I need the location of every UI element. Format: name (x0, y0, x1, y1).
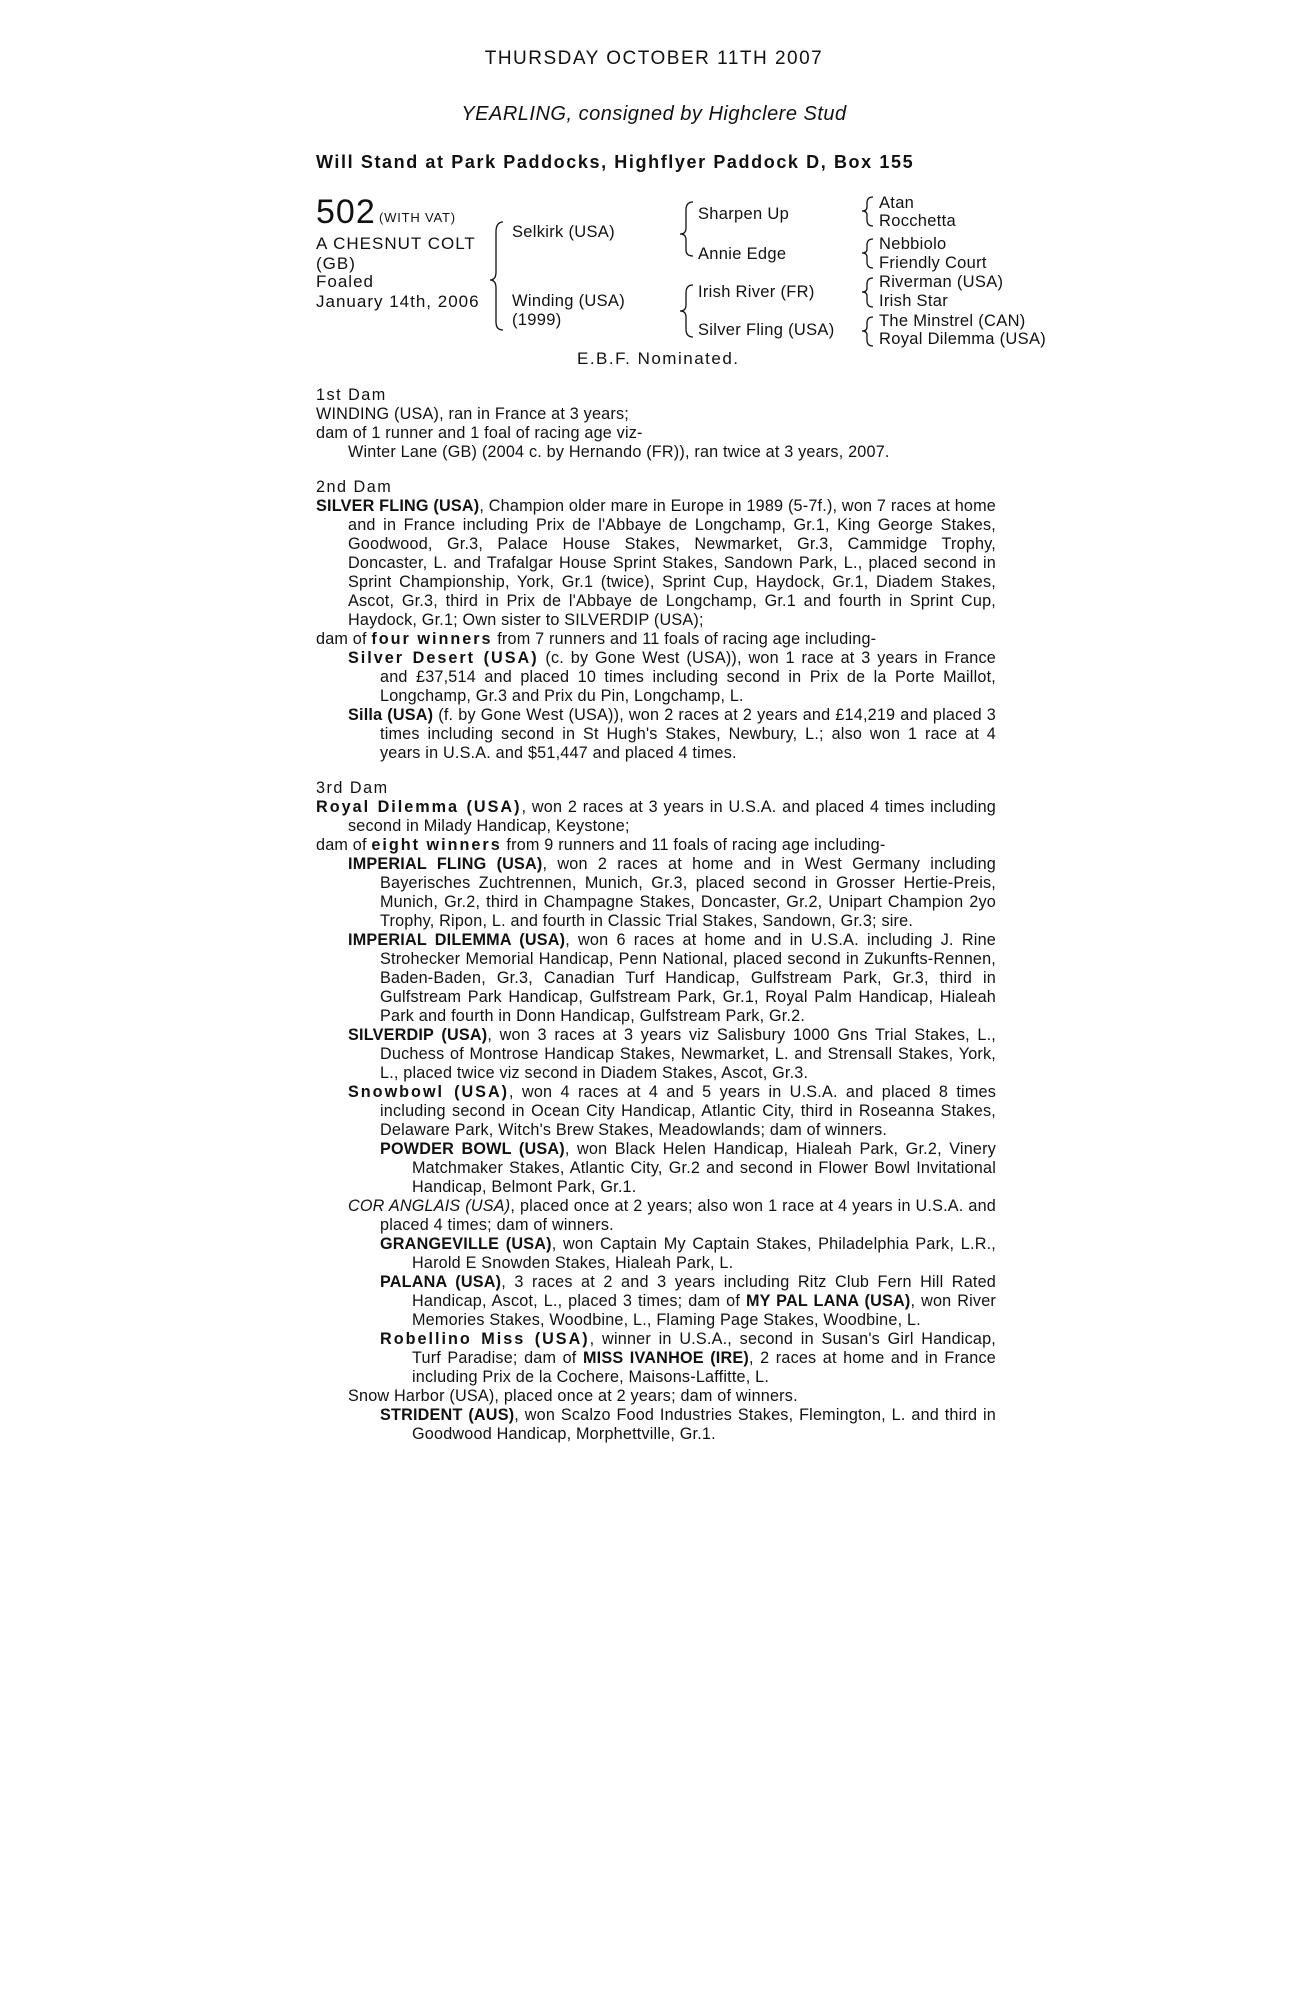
pedigree-g3-1: Atan (879, 194, 915, 212)
pedigree-g3-6: Irish Star (879, 292, 949, 310)
horse-name: COR ANGLAIS (USA) (348, 1197, 511, 1215)
sale-date: THURSDAY OCTOBER 11TH 2007 (484, 48, 824, 69)
horse-name: IMPERIAL FLING (USA) (348, 855, 543, 873)
produce-entry: Silver Desert (USA) (c. by Gone West (USA)), won 1 race at 3 years in France and £37,514 and placed 10 times including second in Prix de la Porte Maillot, Longchamp, Gr.3 and Prix du Pin, Longchamp, L. (348, 649, 996, 705)
horse-name: SILVER FLING (USA) (316, 497, 480, 515)
horse-name: Royal Dilemma (USA) (316, 798, 522, 816)
horse-name: Snowbowl (USA) (348, 1083, 510, 1101)
pedigree-g3-7: The Minstrel (CAN) (879, 312, 1026, 330)
produce-entry: Snow Harbor (USA), placed once at 2 years; dam of winners. (348, 1387, 798, 1405)
third-dam-heading: 3rd Dam (316, 779, 389, 797)
consignment-line: YEARLING, consigned by Highclere Stud (461, 103, 847, 125)
pedigree-g3-5: Riverman (USA) (879, 273, 1004, 291)
first-dam-line: WINDING (USA), ran in France at 3 years; (316, 405, 629, 423)
horse-description: A CHESNUT COLT (316, 234, 476, 253)
produce-entry: Robellino Miss (USA), winner in U.S.A., second in Susan's Girl Handicap, Turf Paradise; dam of MISS IVANHOE (IRE), 2 races at home and in France including Prix de la Cochere, Maisons-Laffitte, L. (380, 1330, 996, 1386)
produce-entry: PALANA (USA), 3 races at 2 and 3 years including Ritz Club Fern Hill Rated Handicap, Ascot, L., placed 3 times; dam of MY PAL LANA (USA), won River Memories Stakes, Woodbine, L., Flaming Page Stakes, Woodbine, L. (380, 1273, 997, 1329)
horse-name: STRIDENT (AUS) (380, 1406, 515, 1424)
foaled-label: Foaled (316, 272, 374, 291)
horse-name: GRANGEVILLE (USA) (380, 1235, 552, 1253)
horse-name: Robellino Miss (USA) (380, 1330, 590, 1348)
pedigree-dam-year: (1999) (512, 311, 562, 329)
produce-entry: IMPERIAL FLING (USA), won 2 races at home and in West Germany including Bayerisches Zuchtrennen, Munich, Gr.3, placed second in Grosser Hertie-Preis, Munich, Gr.2, third in Champagne Stakes, Doncaster, Gr.2, Unipart Champion 2yo Trophy, Ripon, L. and fourth in Classic Trial Stakes, Sandown, Gr.3; sire. (348, 855, 996, 930)
second-dam-produce-line: dam of four winners from 7 runners and 11 foals of racing age including- (316, 630, 877, 648)
pedigree-g3-3: Nebbiolo (879, 235, 947, 253)
pedigree-g3-2: Rocchetta (879, 212, 956, 230)
horse-country: (GB) (316, 254, 356, 273)
produce-entry: Silla (USA) (f. by Gone West (USA)), won 2 races at 2 years and £14,219 and placed 3 times including second in St Hugh's Stakes, Newbury, L.; also won 1 race at 4 years in U.S.A. and $51,447 and placed 4 times. (348, 706, 996, 762)
horse-name: IMPERIAL DILEMMA (USA) (348, 931, 566, 949)
pedigree-g3-8: Royal Dilemma (USA) (879, 330, 1047, 348)
first-dam-heading: 1st Dam (316, 386, 387, 404)
produce-entry: Snowbowl (USA), won 4 races at 4 and 5 years in U.S.A. and placed 8 times including second in Ocean City Handicap, Atlantic City, third in Roseanna Stakes, Delaware Park, Witch's Brew Stakes, Meadowlands; dam of winners. (348, 1083, 997, 1139)
produce-entry: COR ANGLAIS (USA), placed once at 2 years; also won 1 race at 4 years in U.S.A. and placed 4 times; dam of winners. (348, 1197, 996, 1234)
pedigree-brackets (0, 0, 1308, 400)
horse-name: MISS IVANHOE (IRE) (582, 1349, 749, 1367)
horse-name: Silver Desert (USA) (348, 649, 539, 667)
first-dam-produce: Winter Lane (GB) (2004 c. by Hernando (FR)), ran twice at 3 years, 2007. (348, 443, 890, 461)
third-dam-produce-line: dam of eight winners from 9 runners and 11 foals of racing age including- (316, 836, 886, 854)
foaled-date: January 14th, 2006 (316, 292, 480, 311)
first-dam-produce-line: dam of 1 runner and 1 foal of racing age viz- (316, 424, 643, 442)
pedigree-dam-sire: Irish River (FR) (698, 283, 815, 301)
horse-name: MY PAL LANA (USA) (745, 1292, 911, 1310)
horse-name: Silla (USA) (348, 706, 434, 724)
ebf-note: E.B.F. Nominated. (577, 349, 740, 368)
pedigree-dam: Winding (USA) (512, 292, 626, 310)
pedigree-sire-sire: Sharpen Up (698, 205, 790, 223)
pedigree-g3-4: Friendly Court (879, 254, 987, 272)
third-dam-entry: Royal Dilemma (USA), won 2 races at 3 years in U.S.A. and placed 4 times including second in Milady Handicap, Keystone; (316, 798, 996, 835)
second-dam-entry: SILVER FLING (USA), Champion older mare in Europe in 1989 (5-7f.), won 7 races at home and in France including Prix de l'Abbaye de Longchamp, Gr.1, King George Stakes, Goodwood, Gr.3, Palace House Stakes, Newmarket, Gr.3, Cammidge Trophy, Doncaster, L. and Trafalgar House Sprint Stakes, Sandown Park, L., placed second in Sprint Championship, York, Gr.1 (twice), Sprint Cup, Haydock, Gr.1, Diadem Stakes, Ascot, Gr.3, third in Prix de l'Abbaye de Longchamp, Gr.1 and fourth in Sprint Cup, Haydock, Gr.1; Own sister to SILVERDIP (USA); (316, 497, 997, 629)
horse-name: PALANA (USA) (380, 1273, 502, 1291)
stand-location: Will Stand at Park Paddocks, Highflyer Paddock D, Box 155 (316, 152, 915, 172)
pedigree-dam-dam: Silver Fling (USA) (698, 321, 835, 339)
catalogue-body (316, 386, 996, 1444)
produce-entry: POWDER BOWL (USA), won Black Helen Handicap, Hialeah Park, Gr.2, Vinery Matchmaker Stakes, Atlantic City, Gr.2 and second in Flower Bowl Invitational Handicap, Belmont Park, Gr.1. (380, 1140, 997, 1196)
vat-note: (WITH VAT) (379, 210, 456, 225)
pedigree-sire-dam: Annie Edge (698, 245, 787, 263)
produce-entry: GRANGEVILLE (USA), won Captain My Captain Stakes, Philadelphia Park, L.R., Harold E Snowden Stakes, Hialeah Park, L. (380, 1235, 996, 1272)
produce-entry: SILVERDIP (USA), won 3 races at 3 years viz Salisbury 1000 Gns Trial Stakes, L., Duchess of Montrose Handicap Stakes, Newmarket, L. and Strensall Stakes, York, L., placed twice viz second in Diadem Stakes, Ascot, Gr.3. (348, 1026, 997, 1082)
lot-number: 502 (316, 193, 376, 231)
second-dam-heading: 2nd Dam (316, 478, 393, 496)
horse-name: SILVERDIP (USA) (348, 1026, 488, 1044)
horse-name: POWDER BOWL (USA) (380, 1140, 565, 1158)
produce-entry: IMPERIAL DILEMMA (USA), won 6 races at home and in U.S.A. including J. Rine Strohecker Memorial Handicap, Penn National, placed second in Zukunfts-Rennen, Baden-Baden, Gr.3, Canadian Turf Handicap, Gulfstream Park, Gr.3, third in Gulfstream Park Handicap, Gulfstream Park, Gr.1, Royal Palm Handicap, Hialeah Park and fourth in Donn Handicap, Gulfstream Park, Gr.2. (348, 931, 996, 1025)
produce-entry: STRIDENT (AUS), won Scalzo Food Industries Stakes, Flemington, L. and third in Goodwood Handicap, Morphettville, Gr.1. (380, 1406, 996, 1443)
pedigree-sire: Selkirk (USA) (512, 223, 615, 241)
